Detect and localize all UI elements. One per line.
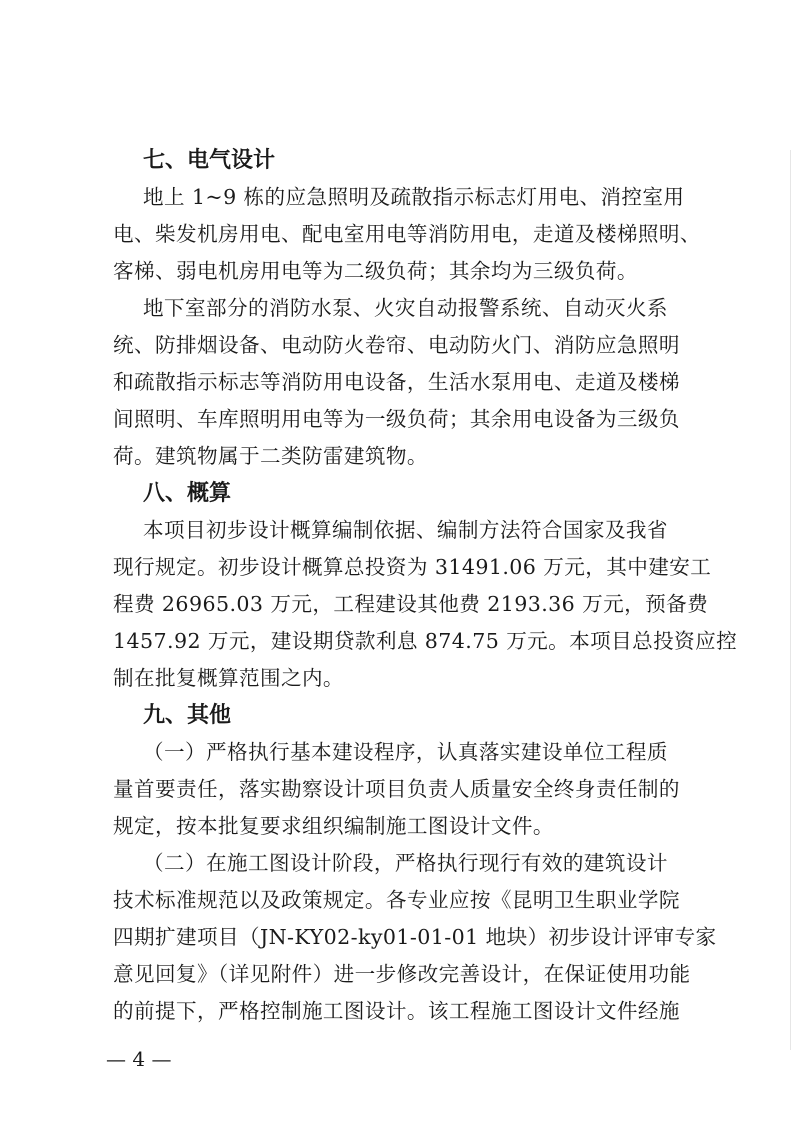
text-line: 量首要责任，落实勘察设计项目负责人质量安全终身责任制的 bbox=[113, 777, 680, 801]
text-line: 1457.92 万元，建设期贷款利息 874.75 万元。本项目总投资应控 bbox=[113, 629, 738, 653]
section-heading: 八、概算 bbox=[143, 480, 232, 506]
text-line: 和疏散指示标志等消防用电设备，生活水泵用电、走道及楼梯 bbox=[113, 370, 680, 394]
paragraph bbox=[113, 845, 717, 1030]
text-line: 规定，按本批复要求组织编制施工图设计文件。 bbox=[113, 814, 554, 838]
text-line: 制在批复概算范围之内。 bbox=[113, 666, 344, 690]
section-heading: 九、其他 bbox=[143, 702, 232, 728]
text-line: （二）在施工图设计阶段，严格执行现行有效的建筑设计 bbox=[143, 851, 668, 875]
paragraph bbox=[113, 179, 701, 290]
text-line: 间照明、车库照明用电等为一级负荷；其余用电设备为三级负 bbox=[113, 407, 680, 431]
paragraph bbox=[113, 734, 688, 845]
text-line: 意见回复》（详见附件）进一步修改完善设计，在保证使用功能 bbox=[113, 962, 691, 986]
paragraph bbox=[113, 512, 738, 697]
section-electrical-design bbox=[113, 142, 701, 475]
text-line: 技术标准规范以及政策规定。各专业应按《昆明卫生职业学院 bbox=[113, 888, 680, 912]
section-budget-estimate bbox=[113, 475, 738, 697]
section-other bbox=[113, 697, 717, 1030]
text-line: 客梯、弱电机房用电等为二级负荷；其余均为三级负荷。 bbox=[113, 259, 638, 283]
scan-edge-divider bbox=[790, 150, 791, 1050]
text-line: 地下室部分的消防水泵、火灾自动报警系统、自动灭火系 bbox=[143, 296, 668, 320]
text-line: 统、防排烟设备、电动防火卷帘、电动防火门、消防应急照明 bbox=[113, 333, 680, 357]
text-line: 四期扩建项目（JN-KY02-ky01-01-01 地块）初步设计评审专家 bbox=[113, 925, 717, 949]
document-body bbox=[113, 142, 738, 1030]
paragraph bbox=[113, 290, 688, 475]
text-line: 的前提下，严格控制施工图设计。该工程施工图设计文件经施 bbox=[113, 999, 680, 1023]
text-line: 本项目初步设计概算编制依据、编制方法符合国家及我省 bbox=[143, 518, 668, 542]
section-heading: 七、电气设计 bbox=[143, 147, 276, 173]
text-line: 现行规定。初步设计概算总投资为 31491.06 万元，其中建安工 bbox=[113, 555, 712, 579]
text-line: 程费 26965.03 万元，工程建设其他费 2193.36 万元，预备费 bbox=[113, 592, 709, 616]
page-number: — 4 — bbox=[106, 1047, 172, 1071]
text-line: （一）严格执行基本建设程序，认真落实建设单位工程质 bbox=[143, 740, 668, 764]
text-line: 地上 1~9 栋的应急照明及疏散指示标志灯用电、消控室用 bbox=[143, 185, 685, 209]
text-line: 电、柴发机房用电、配电室用电等消防用电，走道及楼梯照明、 bbox=[113, 222, 701, 246]
text-line: 荷。建筑物属于二类防雷建筑物。 bbox=[113, 444, 428, 468]
